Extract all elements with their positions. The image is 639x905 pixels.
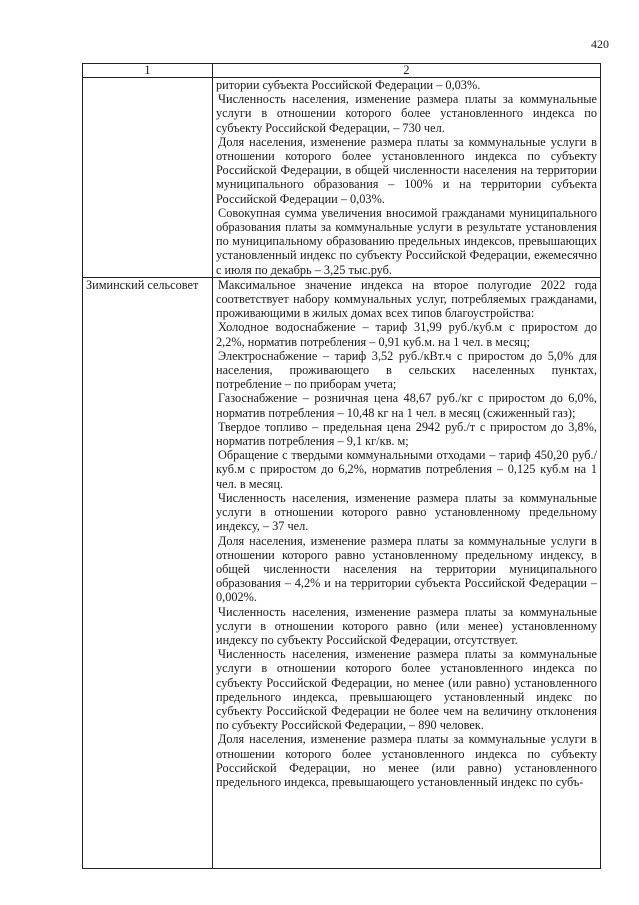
paragraph: Электроснабжение – тариф 3,52 руб./кВт.ч с приростом до 5,0% для населения, проживающего в сельских населенных пунктах, потребление – по приборам учета;: [216, 348, 597, 392]
paragraph: Обращение с твердыми коммунальными отходами – тариф 450,20 руб./куб.м с приростом до 6,2%, норматив потребления – 0,125 куб.м на 1 чел. в месяц.: [216, 448, 597, 491]
page-number: 420: [591, 37, 609, 51]
paragraph: Доля населения, изменение размера платы за коммунальные услуги в отношении которого более установленного индекса по субъекту Российской Федерации, в общей численности населения на территории муниципального образования – 100% и на территории субъекта Российской Федерации – 0,03%.: [216, 134, 597, 206]
paragraph: Максимальное значение индекса на второе полугодие 2022 года соответствует набору коммунальных услуг, потребляемых гражданами, проживающими в жилых домах всех типов благоустройства:: [216, 277, 597, 321]
paragraph: Численность населения, изменение размера платы за коммунальные услуги в отношении которого равно (или менее) установленному индексу по субъекту Российской Федерации, отсутствует.: [216, 604, 597, 647]
paragraph: Холодное водоснабжение – тариф 31,99 руб./куб.м с приростом до 2,2%, норматив потребления – 0,91 куб.м. на 1 чел. в месяц;: [216, 320, 597, 349]
municipality-name-cell: Зиминский сельсовет: [83, 277, 213, 868]
paragraph: Численность населения, изменение размера платы за коммунальные услуги в отношении которого более установленного индекса по субъекту Российской Федерации, но менее (или равно) установленного предельного индекса, превышающего установленный индекс по субъекту Российской Федерации не более чем на величину отклонения по субъекту Российской Федерации, – 890 человек.: [216, 647, 597, 733]
paragraph: Доля населения, изменение размера платы за коммунальные услуги в отношении которого более установленного индекса по субъекту Российской Федерации, но менее (или равно) установленного предельного индекса, превышающего установленный индекс по субъ-: [216, 732, 597, 789]
paragraph: ритории субъекта Российской Федерации – 0,03%.: [216, 78, 481, 92]
paragraph: Численность населения, изменение размера платы за коммунальные услуги в отношении которого более установленного индекса по субъекту Российской Федерации, – 730 чел.: [216, 92, 597, 135]
municipality-name-cell: [83, 78, 213, 278]
description-cell: [213, 78, 601, 278]
document-table: [82, 63, 601, 869]
column-header-2: 2: [213, 64, 601, 78]
header-row: [83, 64, 601, 78]
paragraph: Численность населения, изменение размера платы за коммунальные услуги в отношении которого равно установленному предельному индексу, – 37 чел.: [216, 490, 597, 534]
column-header-1: 1: [83, 64, 213, 78]
table-row: [83, 78, 601, 278]
paragraph: Совокупная сумма увеличения вносимой гражданами муниципального образования платы за коммунальные услуги в результате установления по муниципальному образованию предельных индексов, превышающих установленный индекс по субъекту Российской Федерации, ежемесячно с июля по декабрь – 3,25 тыс.руб.: [216, 205, 597, 277]
paragraph: Газоснабжение – розничная цена 48,67 руб./кг с приростом до 6,0%, норматив потребления – 10,48 кг на 1 чел. в месяц (сжиженный газ);: [216, 391, 597, 420]
table-row: [83, 277, 601, 868]
paragraph: Твердое топливо – предельная цена 2942 руб./т с приростом до 3,8%, норматив потребления – 9,1 кг/кв. м;: [216, 419, 597, 449]
paragraph: Доля населения, изменение размера платы за коммунальные услуги в отношении которого равно установленному предельному индексу, в общей численности населения на территории муниципального образования – 4,2% и на территории субъекта Российской Федерации – 0,002%.: [216, 533, 597, 605]
description-cell: [213, 277, 601, 868]
